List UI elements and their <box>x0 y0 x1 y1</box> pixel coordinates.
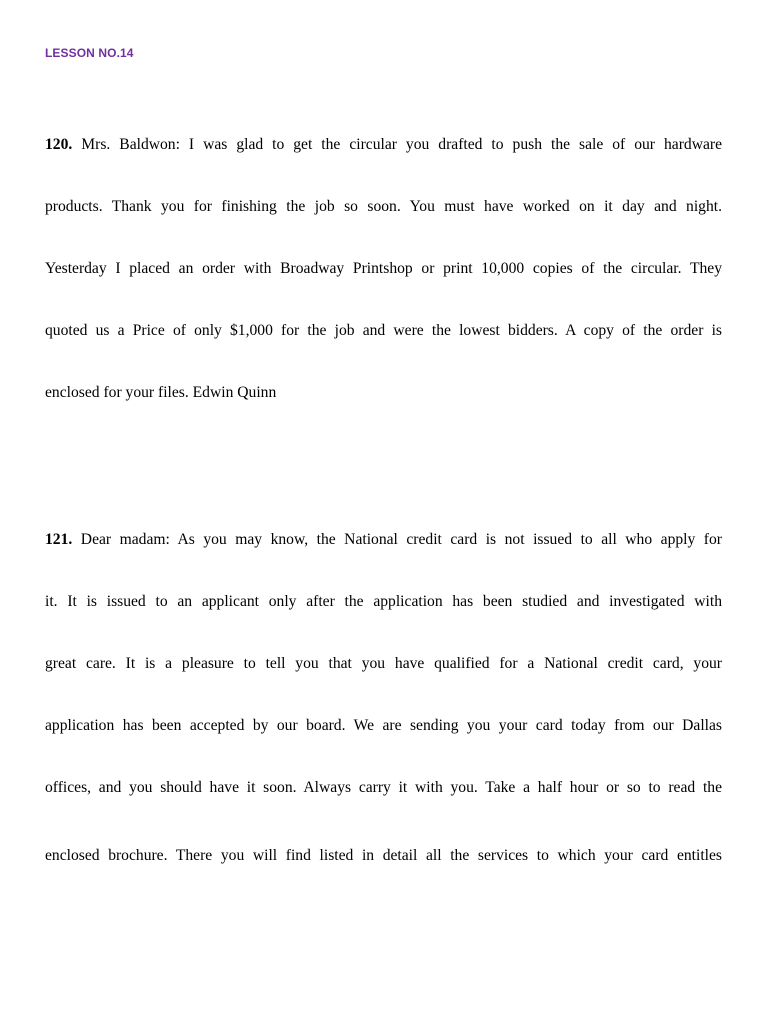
paragraph-121-line-5: offices, and you should have it soon. Always carry it with you. Take a half hour or so to read the <box>45 779 722 796</box>
paragraph-120-line-5: enclosed for your files. Edwin Quinn <box>45 384 277 401</box>
paragraph-120-line-1 <box>45 135 722 155</box>
paragraph-number: 120. <box>45 136 73 153</box>
paragraph-120-line-2: products. Thank you for finishing the job so soon. You must have worked on it day and night. <box>45 198 722 215</box>
paragraph-121-line-1 <box>45 530 722 550</box>
paragraph-120-line-4: quoted us a Price of only $1,000 for the job and were the lowest bidders. A copy of the order is <box>45 322 722 339</box>
paragraph-121-line-4: application has been accepted by our board. We are sending you your card today from our Dallas <box>45 717 722 734</box>
paragraph-number: 121. <box>45 531 73 548</box>
paragraph-text: Mrs. Baldwon: I was glad to get the circular you drafted to push the sale of our hardware <box>72 136 722 153</box>
lesson-title: LESSON NO.14 <box>45 46 134 60</box>
paragraph-121-line-3: great care. It is a pleasure to tell you that you have qualified for a National credit card, your <box>45 655 722 672</box>
paragraph-text: Dear madam: As you may know, the National credit card is not issued to all who apply for <box>72 531 722 548</box>
paragraph-120-line-3: Yesterday I placed an order with Broadway Printshop or print 10,000 copies of the circular. They <box>45 260 722 277</box>
paragraph-121-line-2: it. It is issued to an applicant only after the application has been studied and investigated with <box>45 593 722 610</box>
paragraph-121-line-6: enclosed brochure. There you will find listed in detail all the services to which your card entitles <box>45 847 722 864</box>
